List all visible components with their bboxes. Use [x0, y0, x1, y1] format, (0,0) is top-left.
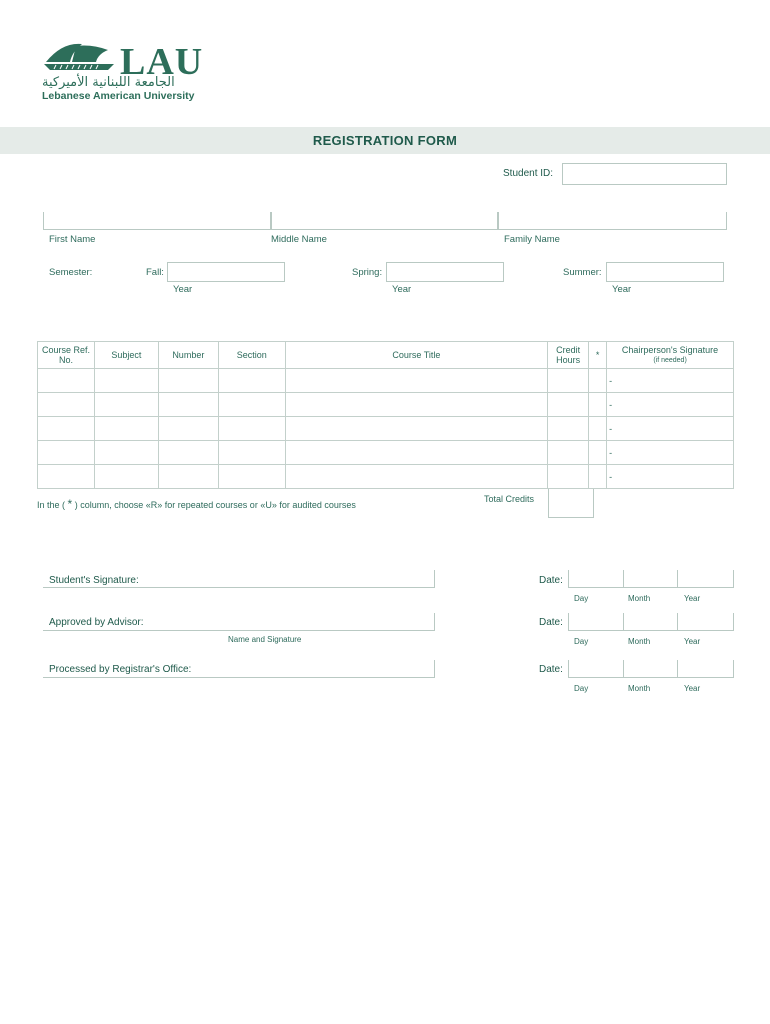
spring-year-label: Year: [392, 284, 412, 295]
student-date-label: Date:: [539, 575, 563, 586]
advisor-date-year[interactable]: [678, 613, 734, 631]
col-section: Section: [218, 342, 285, 369]
advisor-sub-label: Name and Signature: [228, 635, 302, 644]
courses-table: [37, 341, 734, 489]
middle-name-field[interactable]: [270, 212, 499, 230]
row-marker: -: [607, 441, 734, 465]
star-symbol: *: [67, 497, 73, 511]
registrar-date-month[interactable]: [623, 660, 678, 678]
row-marker: -: [607, 417, 734, 441]
summer-year-field[interactable]: [606, 262, 724, 282]
row-marker: -: [607, 369, 734, 393]
col-subject: Subject: [94, 342, 158, 369]
middle-name-label: Middle Name: [271, 234, 327, 245]
student-signature-label: Student's Signature:: [49, 575, 139, 586]
spring-year-field[interactable]: [386, 262, 504, 282]
registrar-year-label: Year: [684, 684, 701, 693]
chairperson-header: Chairperson's Signature: [621, 344, 719, 355]
total-credits-label: Total Credits: [484, 494, 535, 504]
course-note: In the ( * ) column, choose «R» for repeated courses or «U» for audited courses: [37, 497, 356, 511]
first-name-label: First Name: [49, 234, 96, 245]
fall-label: Fall:: [146, 267, 164, 278]
col-credit-hours: Credit Hours: [548, 342, 589, 369]
row-marker: -: [607, 465, 734, 489]
student-date-day[interactable]: [568, 570, 624, 588]
student-date-year[interactable]: [678, 570, 734, 588]
registrar-day-label: Day: [574, 684, 589, 693]
registrar-label: Processed by Registrar's Office:: [49, 664, 192, 675]
registrar-month-label: Month: [628, 684, 651, 693]
spring-label: Spring:: [352, 267, 383, 278]
logo-abbr: LAU: [120, 41, 204, 83]
advisor-year-label: Year: [684, 637, 701, 646]
registrar-date-year[interactable]: [678, 660, 734, 678]
col-chairperson-signature: [607, 342, 734, 369]
advisor-date-month[interactable]: [623, 613, 678, 631]
logo-university-name: Lebanese American University: [42, 90, 195, 102]
family-name-field[interactable]: [497, 212, 727, 230]
summer-label: Summer:: [563, 267, 602, 278]
advisor-month-label: Month: [628, 637, 651, 646]
table-row[interactable]: [38, 465, 734, 489]
student-id-field[interactable]: [562, 163, 727, 185]
advisor-label: Approved by Advisor:: [49, 617, 144, 628]
registrar-date-label: Date:: [539, 664, 563, 675]
page-title: REGISTRATION FORM: [312, 133, 458, 148]
student-day-label: Day: [574, 594, 589, 603]
total-credits-field[interactable]: [548, 489, 594, 518]
col-course-title: Course Title: [285, 342, 547, 369]
row-marker: -: [607, 393, 734, 417]
family-name-label: Family Name: [504, 234, 560, 245]
col-star: *: [589, 342, 607, 369]
chairperson-subheader: (if needed): [653, 356, 687, 364]
registrar-date-day[interactable]: [568, 660, 624, 678]
advisor-day-label: Day: [574, 637, 589, 646]
semester-label: Semester:: [49, 267, 93, 278]
fall-year-label: Year: [173, 284, 193, 295]
student-date-month[interactable]: [623, 570, 678, 588]
student-id-label: Student ID:: [503, 168, 554, 179]
col-course-ref: Course Ref. No.: [38, 342, 95, 369]
col-number: Number: [158, 342, 218, 369]
table-row[interactable]: [38, 393, 734, 417]
summer-year-label: Year: [612, 284, 632, 295]
ship-logo-icon: [42, 40, 116, 76]
advisor-date-day[interactable]: [568, 613, 624, 631]
table-row[interactable]: [38, 417, 734, 441]
student-year-label: Year: [684, 594, 701, 603]
fall-year-field[interactable]: [167, 262, 285, 282]
first-name-field[interactable]: [43, 212, 272, 230]
advisor-date-label: Date:: [539, 617, 563, 628]
table-row[interactable]: [38, 441, 734, 465]
table-header-row: [38, 342, 734, 369]
student-month-label: Month: [628, 594, 651, 603]
table-row[interactable]: [38, 369, 734, 393]
logo-arabic-name: الجامعة اللبنانية الأميركية: [42, 75, 175, 90]
